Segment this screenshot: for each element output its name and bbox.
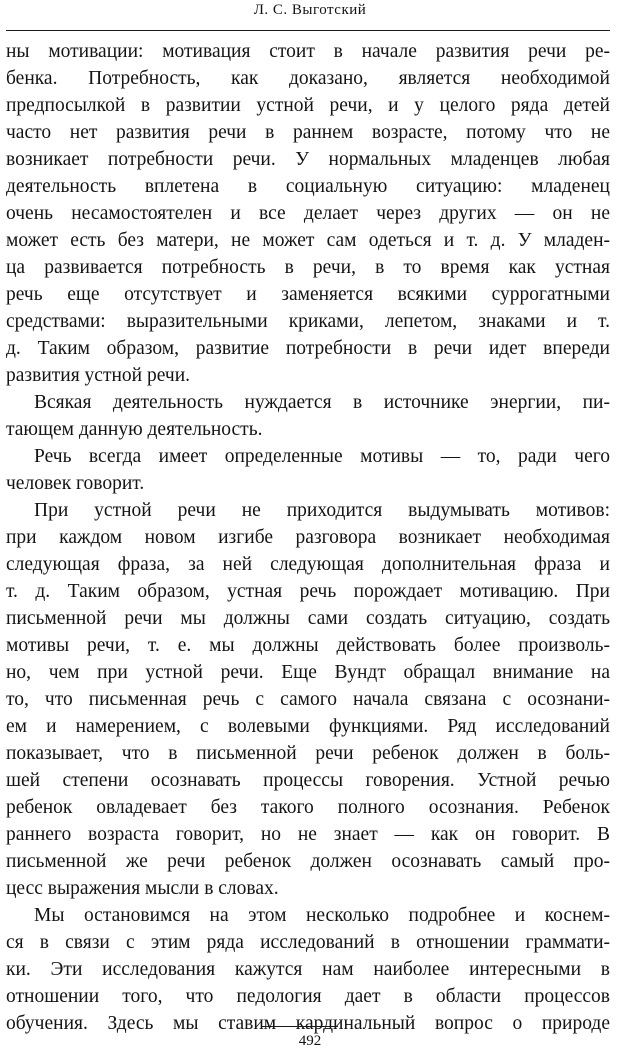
text-line: Речь всегда имеет определенные мотивы — то, ради чего [34,446,610,467]
text-line: средствами: выразительными криками, лепетом, знаками и т. [6,311,610,332]
text-line: письменной же речи ребенок должен осознавать самый про- [6,851,610,872]
text-line: ки. Эти исследования кажутся нам наиболее интересными в [6,959,610,980]
text-line: предпосылкой в развитии устной речи, и у целого ряда детей [6,95,610,116]
text-line: тающем данную деятельность. [6,419,263,440]
text-line: При устной речи не приходится выдумывать мотивов: [34,500,610,521]
text-line: развития устной речи. [6,365,191,386]
text-line: следующая фраза, за ней следующая дополнительная фраза и [6,554,610,575]
text-line: Всякая деятельность нуждается в источнике энергии, пи- [34,392,610,413]
text-line: ребенок овладевает без такого полного осознания. Ребенок [6,797,610,818]
text-line: Мы остановимся на этом несколько подробнее и коснем- [34,905,610,926]
text-line: человек говорит. [6,473,145,494]
text-line: часто нет развития речи в раннем возрасте, потому что не [6,122,610,143]
text-line: шей степени осознавать процессы говорения. Устной речью [6,770,610,791]
text-line: ем и намерением, с волевыми функциями. Ряд исследований [6,716,610,737]
text-line: возникает потребности речи. У нормальных младенцев любая [6,149,610,170]
text-line: деятельность вплетена в социальную ситуацию: младенец [6,176,610,197]
text-line: т. д. Таким образом, устная речь порождает мотивацию. При [6,581,610,602]
text-line: обучения. Здесь мы ставим кардинальный вопрос о природе [6,1013,610,1034]
text-line: цесс выражения мысли в словах. [6,878,279,899]
body-text [6,38,610,1037]
header-rule [6,30,610,31]
running-head: Л. С. Выготский [253,2,367,18]
text-line: но, чем при устной речи. Еще Вундт обращал внимание на [6,662,610,683]
text-line: мотивы речи, т. е. мы должны действовать более произволь- [6,635,610,656]
text-line: ца развивается потребность в речи, в то время как устная [6,257,610,278]
text-line: то, что письменная речь с самого начала связана с осознани- [6,689,610,710]
page-number: 492 [298,1033,322,1049]
text-line: ся в связи с этим ряда исследований в отношении граммати- [6,932,610,953]
text-line: отношении того, что педология дает в области процессов [6,986,610,1007]
text-line: может есть без матери, не может сам одеться и т. д. У младен- [6,230,610,251]
text-line: письменной речи мы должны сами создать ситуацию, создать [6,608,610,629]
text-line: бенка. Потребность, как доказано, является необходимой [6,68,610,89]
text-line: раннего возраста говорит, но не знает — как он говорит. В [6,824,610,845]
text-line: речь еще отсутствует и заменяется всякими суррогатными [6,284,610,305]
text-line: при каждом новом изгибе разговора возникает необходимая [6,527,610,548]
text-line: показывает, что в письменной речи ребенок должен в боль- [6,743,610,764]
text-line: д. Таким образом, развитие потребности в речи идет впереди [6,338,610,359]
text-line: ны мотивации: мотивация стоит в начале развития речи ре- [6,41,610,62]
text-line: очень несамостоятелен и все делает через других — он не [6,203,610,224]
footer-rule [262,1026,338,1027]
